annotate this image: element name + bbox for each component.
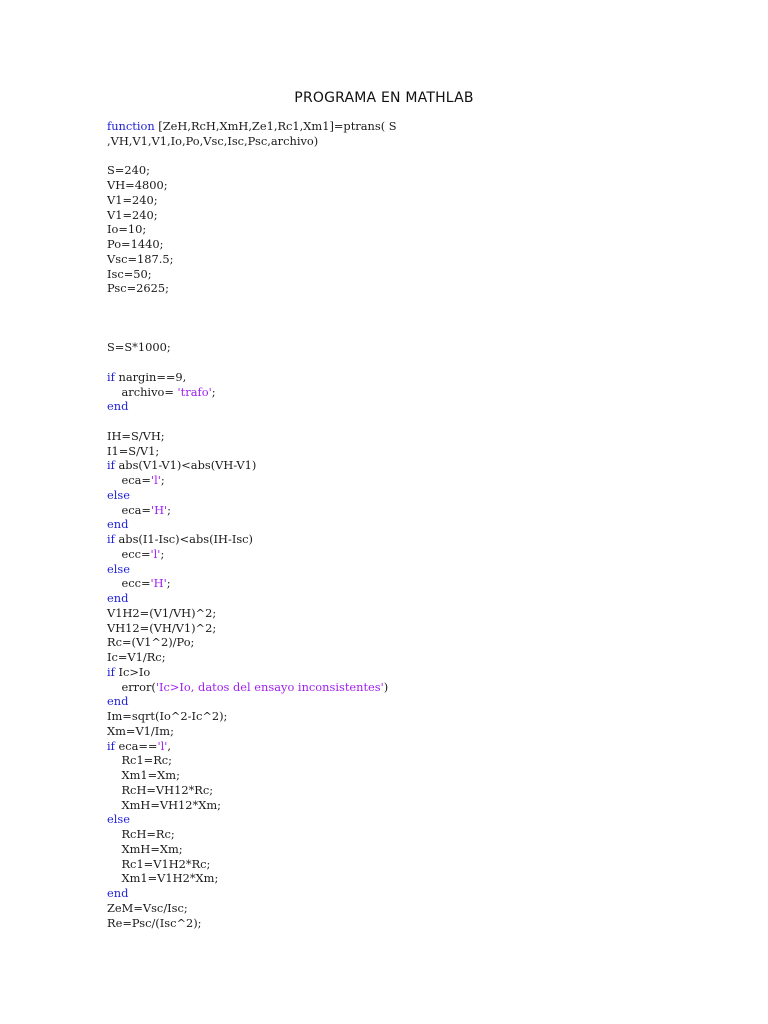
code-text: Rc1=V1H2*Rc; bbox=[107, 856, 211, 871]
code-line bbox=[107, 488, 397, 503]
code-keyword: end bbox=[107, 591, 129, 605]
code-keyword: end bbox=[107, 517, 129, 532]
code-text: I1=S/V1; bbox=[107, 443, 160, 458]
code-keyword: if bbox=[107, 532, 115, 546]
code-string: 'H' bbox=[150, 502, 168, 517]
code-line bbox=[107, 857, 397, 872]
code-text: error( bbox=[107, 679, 156, 694]
code-line bbox=[107, 798, 397, 813]
code-text: ecc= bbox=[107, 576, 151, 591]
code-string: 'l' bbox=[150, 473, 161, 487]
code-text: Po=1440; bbox=[107, 237, 164, 251]
code-line bbox=[107, 355, 397, 370]
code-line bbox=[107, 163, 397, 178]
code-line bbox=[107, 812, 397, 827]
code-text: ZeM=Vsc/Isc; bbox=[107, 900, 188, 915]
code-keyword: if bbox=[107, 738, 115, 753]
code-text: XmH=VH12*Xm; bbox=[107, 797, 221, 812]
code-line bbox=[107, 252, 397, 267]
code-line bbox=[107, 370, 397, 385]
code-text: Isc=50; bbox=[107, 266, 152, 281]
code-text: eca= bbox=[107, 473, 151, 487]
code-line bbox=[107, 591, 397, 606]
code-line bbox=[107, 606, 397, 621]
code-line bbox=[107, 119, 397, 134]
code-line bbox=[107, 827, 397, 842]
code-text: abs(V1-V1)<abs(VH-V1) bbox=[114, 458, 257, 473]
code-line bbox=[107, 871, 397, 886]
code-text: ,VH,V1,V1,Io,Po,Vsc,Isc,Psc,archivo) bbox=[107, 133, 319, 148]
code-keyword: else bbox=[107, 487, 130, 502]
code-text: eca= bbox=[107, 502, 151, 517]
code-string: 'l' bbox=[150, 546, 161, 561]
code-text: V1=240; bbox=[107, 192, 158, 207]
code-text: Psc=2625; bbox=[107, 281, 169, 296]
code-line bbox=[107, 886, 397, 901]
code-text: V1H2=(V1/VH)^2; bbox=[107, 605, 217, 620]
code-line bbox=[107, 178, 397, 193]
code-text: Rc1=Rc; bbox=[107, 753, 173, 768]
code-text: Io=10; bbox=[107, 222, 147, 237]
code-text: Re=Psc/(Isc^2); bbox=[107, 915, 202, 930]
code-line bbox=[107, 429, 397, 444]
code-text: RcH=VH12*Rc; bbox=[107, 782, 214, 797]
code-text: archivo= bbox=[107, 384, 178, 399]
code-text: Xm=V1/Im; bbox=[107, 723, 174, 738]
code-keyword: else bbox=[107, 812, 130, 827]
code-line bbox=[107, 281, 397, 296]
code-text: Xm1=Xm; bbox=[107, 768, 180, 782]
code-keyword: end bbox=[107, 399, 129, 414]
code-line bbox=[107, 134, 397, 149]
code-keyword: if bbox=[107, 369, 115, 384]
code-line bbox=[107, 650, 397, 665]
code-line bbox=[107, 503, 397, 518]
code-line bbox=[107, 458, 397, 473]
code-line bbox=[107, 399, 397, 414]
code-line bbox=[107, 296, 397, 311]
code-text: Rc=(V1^2)/Po; bbox=[107, 635, 195, 650]
code-text: Ic=V1/Rc; bbox=[107, 650, 166, 664]
code-text: ; bbox=[160, 473, 165, 487]
code-line bbox=[107, 724, 397, 739]
code-text: ) bbox=[383, 679, 389, 694]
code-line bbox=[107, 739, 397, 754]
code-line bbox=[107, 193, 397, 208]
code-keyword: end bbox=[107, 886, 129, 900]
code-text: [ZeH,RcH,XmH,Ze1,Rc1,Xm1]=ptrans( S bbox=[154, 119, 397, 133]
code-line bbox=[107, 901, 397, 916]
code-line bbox=[107, 635, 397, 650]
code-text: RcH=Rc; bbox=[107, 827, 175, 841]
code-line bbox=[107, 222, 397, 237]
code-keyword: if bbox=[107, 458, 115, 473]
code-line bbox=[107, 680, 397, 695]
code-listing bbox=[107, 119, 397, 930]
code-keyword: if bbox=[107, 664, 115, 679]
code-text: Vsc=187.5; bbox=[107, 251, 174, 266]
code-line bbox=[107, 149, 397, 164]
code-text: S=240; bbox=[107, 163, 150, 178]
code-line bbox=[107, 753, 397, 768]
code-text: ; bbox=[166, 576, 171, 591]
code-line bbox=[107, 267, 397, 282]
code-line bbox=[107, 547, 397, 562]
code-text: eca== bbox=[114, 738, 158, 753]
code-text: Im=sqrt(Io^2-Ic^2); bbox=[107, 709, 228, 723]
code-text: ; bbox=[160, 546, 165, 561]
code-line bbox=[107, 621, 397, 636]
code-keyword: end bbox=[107, 694, 129, 709]
code-text: VH12=(VH/V1)^2; bbox=[107, 620, 217, 635]
code-text: nargin==9, bbox=[114, 369, 187, 384]
code-text: VH=4800; bbox=[107, 178, 168, 192]
code-text: , bbox=[167, 738, 172, 753]
code-line bbox=[107, 768, 397, 783]
code-line bbox=[107, 208, 397, 223]
code-line bbox=[107, 444, 397, 459]
code-line bbox=[107, 916, 397, 931]
code-line bbox=[107, 517, 397, 532]
code-line bbox=[107, 562, 397, 577]
code-text: ecc= bbox=[107, 546, 151, 561]
code-line bbox=[107, 694, 397, 709]
code-line bbox=[107, 340, 397, 355]
code-line bbox=[107, 237, 397, 252]
code-line bbox=[107, 532, 397, 547]
code-text: V1=240; bbox=[107, 207, 158, 222]
code-line bbox=[107, 783, 397, 798]
code-line bbox=[107, 311, 397, 326]
code-keyword: else bbox=[107, 561, 130, 576]
code-string: 'trafo' bbox=[177, 384, 212, 399]
code-text: ; bbox=[211, 384, 216, 399]
code-text: XmH=Xm; bbox=[107, 841, 183, 856]
code-line bbox=[107, 842, 397, 857]
code-text: S=S*1000; bbox=[107, 340, 171, 355]
code-text: IH=S/VH; bbox=[107, 428, 165, 443]
code-string: 'l' bbox=[157, 738, 168, 753]
code-line bbox=[107, 414, 397, 429]
code-line bbox=[107, 326, 397, 341]
code-text: abs(I1-Isc)<abs(IH-Isc) bbox=[114, 532, 253, 546]
code-line bbox=[107, 473, 397, 488]
code-line bbox=[107, 576, 397, 591]
code-keyword: function bbox=[107, 119, 155, 133]
code-string: 'H' bbox=[150, 576, 167, 591]
code-string: 'Ic>Io, datos del ensayo inconsistentes' bbox=[155, 679, 384, 694]
code-line bbox=[107, 665, 397, 680]
code-text: ; bbox=[167, 502, 171, 517]
code-text: Ic>Io bbox=[114, 664, 151, 679]
document-title: PROGRAMA EN MATHLAB bbox=[294, 90, 474, 106]
code-line bbox=[107, 709, 397, 724]
code-text: Xm1=V1H2*Xm; bbox=[107, 871, 219, 886]
code-line bbox=[107, 385, 397, 400]
